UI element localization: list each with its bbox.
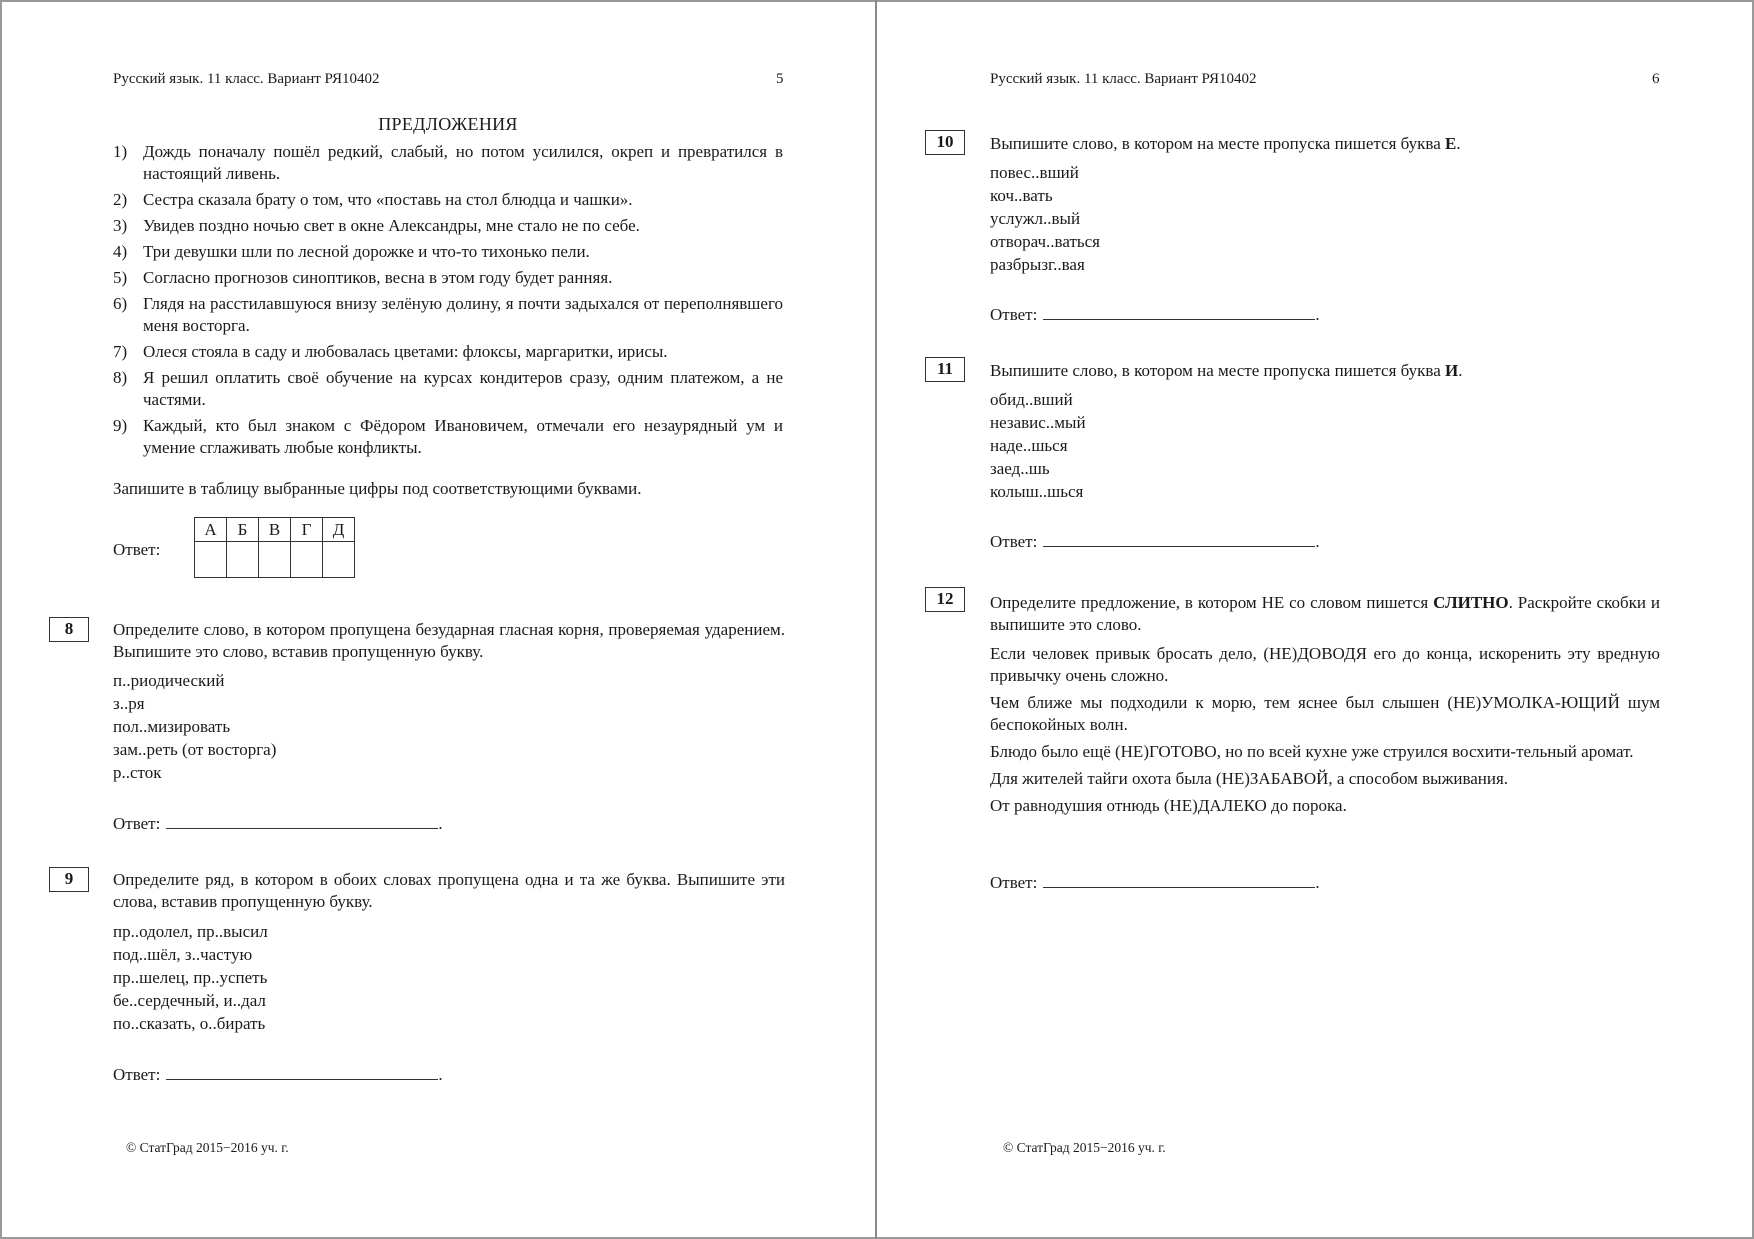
table-header-cell: Д bbox=[323, 518, 355, 542]
question-11-options bbox=[990, 388, 1086, 503]
sentence-item: 6) Глядя на расстилавшуюся внизу зелёную долину, я почти задыхался от переполнявшего меня восторга. bbox=[113, 294, 783, 335]
sentence-item: 7) Олеся стояла в саду и любовалась цветами: флоксы, маргаритки, ирисы. bbox=[113, 342, 668, 361]
sentence-item: 9) Каждый, кто был знаком с Фёдором Ивановичем, отмечали его незаурядный ум и умение сглаживать любые конфликты. bbox=[113, 416, 783, 457]
header-title: Русский язык. 11 класс. Вариант РЯ10402 bbox=[113, 71, 380, 87]
question-number-12: 12 bbox=[925, 587, 965, 612]
option-item: пр..шелец, пр..успеть bbox=[113, 968, 268, 987]
question-number-8: 8 bbox=[49, 617, 89, 642]
table-header-cell: Б bbox=[227, 518, 259, 542]
option-item: под..шёл, з..частую bbox=[113, 945, 253, 964]
option-item: зам..реть (от восторга) bbox=[113, 740, 277, 759]
sentence-item: 8) Я решил оплатить своё обучение на курсах кондитеров сразу, одним платежом, а не частями. bbox=[113, 368, 783, 409]
table-answer-cell[interactable] bbox=[195, 542, 227, 578]
answer-line-12[interactable]: Ответ: . bbox=[990, 873, 1320, 892]
sentence-list bbox=[113, 141, 783, 463]
table-answer-cell[interactable] bbox=[291, 542, 323, 578]
question-9-options bbox=[113, 920, 268, 1035]
option-sentence: Блюдо было ещё (НЕ)ГОТОВО, но по всей кухне уже струился восхити-тельный аромат. bbox=[990, 742, 1634, 761]
option-item: по..сказать, о..бирать bbox=[113, 1014, 266, 1033]
option-sentence: От равнодушия отнюдь (НЕ)ДАЛЕКО до порока. bbox=[990, 796, 1347, 815]
option-item: коч..вать bbox=[990, 186, 1053, 205]
table-header-cell: Г bbox=[291, 518, 323, 542]
sentence-item: 3) Увидев поздно ночью свет в окне Александры, мне стало не по себе. bbox=[113, 216, 640, 235]
question-10-text: Выпишите слово, в котором на месте пропуска пишется буква Е. bbox=[990, 134, 1461, 153]
option-item: разбрызг..вая bbox=[990, 255, 1085, 274]
option-item: услужл..вый bbox=[990, 209, 1081, 228]
option-item: п..риодический bbox=[113, 671, 225, 690]
answer-label: Ответ: bbox=[113, 540, 161, 559]
sentence-item: 1) Дождь поначалу пошёл редкий, слабый, но потом усилился, окреп и превратился в настоящий ливень. bbox=[113, 142, 783, 183]
option-item: колыш..шься bbox=[990, 482, 1084, 501]
header-title: Русский язык. 11 класс. Вариант РЯ10402 bbox=[990, 71, 1257, 87]
option-item: р..сток bbox=[113, 763, 162, 782]
question-number-10: 10 bbox=[925, 130, 965, 155]
question-number-11: 11 bbox=[925, 357, 965, 382]
question-12-text: Определите предложение, в котором НЕ со словом пишется СЛИТНО. Раскройте скобки и выпишите это слово. bbox=[990, 593, 1660, 634]
table-header-cell: А bbox=[195, 518, 227, 542]
footer-copyright: © СтатГрад 2015−2016 уч. г. bbox=[126, 1140, 289, 1155]
option-item: повес..вший bbox=[990, 163, 1079, 182]
table-answer-cell[interactable] bbox=[227, 542, 259, 578]
option-sentence: Если человек привык бросать дело, (НЕ)ДОВОДЯ его до конца, искоренить эту вредную привычку очень сложно. bbox=[990, 644, 1660, 685]
question-10-options bbox=[990, 161, 1100, 276]
table-answer-cell[interactable] bbox=[323, 542, 355, 578]
option-item: отворач..ваться bbox=[990, 232, 1100, 251]
option-item: наде..шься bbox=[990, 436, 1068, 455]
option-item: обид..вший bbox=[990, 390, 1073, 409]
question-11-text: Выпишите слово, в котором на месте пропуска пишется буква И. bbox=[990, 361, 1463, 380]
page-number: 5 bbox=[776, 71, 784, 87]
answer-line-11[interactable]: Ответ: . bbox=[990, 532, 1320, 551]
footer-copyright: © СтатГрад 2015−2016 уч. г. bbox=[1003, 1140, 1166, 1155]
page-right bbox=[877, 0, 1754, 1239]
page-number: 6 bbox=[1652, 71, 1660, 87]
question-8-text: Определите слово, в котором пропущена безударная гласная корня, проверяемая ударением. Выпишите это слово, вставив пропущенную букву. bbox=[113, 620, 785, 661]
table-header-cell: В bbox=[259, 518, 291, 542]
option-item: пр..одолел, пр..высил bbox=[113, 922, 268, 941]
sentence-item: 2) Сестра сказала брату о том, что «поставь на стол блюдца и чашки». bbox=[113, 190, 633, 209]
answer-table bbox=[194, 517, 355, 578]
answer-line-8[interactable]: Ответ: . bbox=[113, 814, 443, 833]
question-9-text: Определите ряд, в котором в обоих словах пропущена одна и та же буква. Выпишите эти слова, вставив пропущенную букву. bbox=[113, 870, 785, 911]
table-answer-cell[interactable] bbox=[259, 542, 291, 578]
option-item: независ..мый bbox=[990, 413, 1086, 432]
sentence-item: 5) Согласно прогнозов синоптиков, весна в этом году будет ранняя. bbox=[113, 268, 613, 287]
question-8-options bbox=[113, 669, 276, 784]
sentence-item: 4) Три девушки шли по лесной дорожке и что-то тихонько пели. bbox=[113, 242, 590, 261]
question-12-sentences bbox=[990, 643, 1660, 822]
option-sentence: Чем ближе мы подходили к морю, тем яснее был слышен (НЕ)УМОЛКА-ЮЩИЙ шум беспокойных волн. bbox=[990, 693, 1660, 734]
answer-line-9[interactable]: Ответ: . bbox=[113, 1065, 443, 1084]
option-sentence: Для жителей тайги охота была (НЕ)ЗАБАВОЙ, а способом выживания. bbox=[990, 769, 1509, 788]
option-item: пол..мизировать bbox=[113, 717, 231, 736]
option-item: заед..шь bbox=[990, 459, 1050, 478]
option-item: бе..сердечный, и..дал bbox=[113, 991, 266, 1010]
table-instruction: Запишите в таблицу выбранные цифры под соответствующими буквами. bbox=[113, 479, 642, 498]
option-item: з..ря bbox=[113, 694, 145, 713]
section-title: ПРЕДЛОЖЕНИЯ bbox=[378, 114, 518, 134]
question-number-9: 9 bbox=[49, 867, 89, 892]
page-left bbox=[0, 0, 876, 1239]
answer-line-10[interactable]: Ответ: . bbox=[990, 305, 1320, 324]
